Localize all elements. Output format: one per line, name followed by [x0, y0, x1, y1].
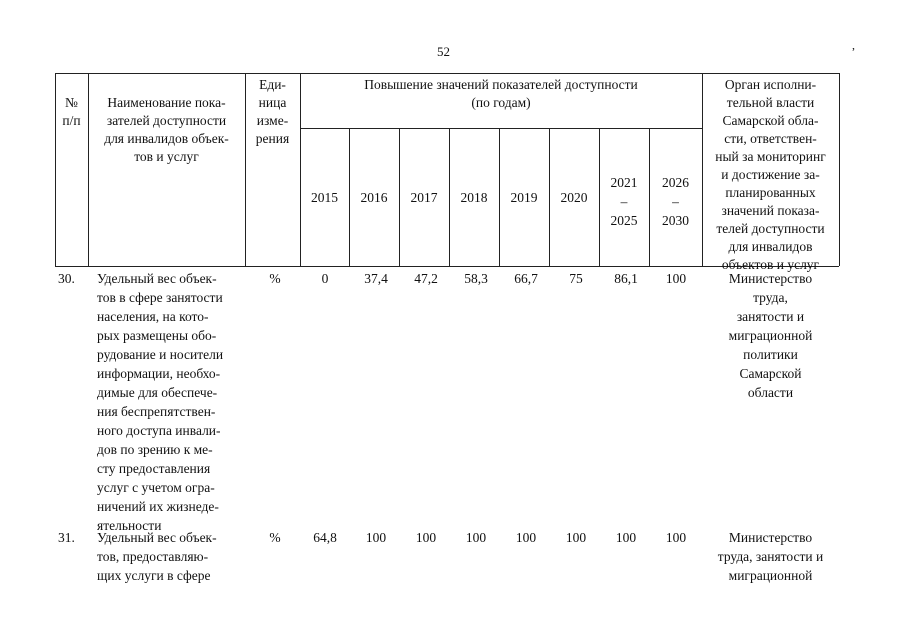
value-2021-2025: 86,1	[614, 271, 638, 286]
header-year-2026-2030: 2026 – 2030	[662, 175, 689, 228]
header-year-2021-2025: 2021 – 2025	[610, 175, 638, 228]
stray-mark: ,	[852, 38, 855, 52]
row-responsible-org: Министерство труда, занятости и миграционной	[717, 530, 824, 583]
value-2019: 100	[515, 530, 537, 545]
value-2026-2030: 100	[665, 271, 687, 286]
row-responsible-org: Министерство труда, занятости и миграционной политики Самарской области	[728, 271, 813, 400]
row-unit: %	[269, 530, 281, 545]
value-2016: 37,4	[364, 271, 388, 286]
header-num: № п/п	[62, 95, 81, 128]
header-org: Орган исполни- тельной власти Самарской обла- сти, ответствен- ный за мониторинг и достижение за- планированных значений показа- телей доступности для инвалидов объектов и услуг	[715, 77, 826, 272]
value-2015: 0	[321, 271, 329, 286]
header-year-2018: 2018	[460, 190, 488, 205]
header-year-2019: 2019	[510, 190, 538, 205]
header-year-2016: 2016	[360, 190, 388, 205]
value-2019: 66,7	[514, 271, 538, 286]
value-2017: 100	[415, 530, 437, 545]
row-indicator-name: Удельный вес объек- тов в сфере занятости населения, на кото- рых размещены обо- рудование и носители информации, необхо- димые для обеспече- ния беспрепятствен- ного доступа инвали- дов по зрению к ме- сту предоставления услуг с учетом огра- ничений их жизнеде- ятельности	[97, 271, 224, 533]
value-2020: 75	[569, 271, 583, 286]
row-indicator-name: Удельный вес объек- тов, предоставляю- щих услуги в сфере	[97, 530, 217, 583]
value-2015: 64,8	[313, 530, 337, 545]
value-2020: 100	[565, 530, 587, 545]
row-number: 30.	[58, 271, 75, 286]
header-year-2020: 2020	[560, 190, 588, 205]
page-number: 52	[437, 44, 450, 59]
value-2016: 100	[365, 530, 387, 545]
value-2021-2025: 100	[615, 530, 637, 545]
header-year-2015: 2015	[311, 190, 338, 205]
value-2018: 100	[465, 530, 487, 545]
header-name: Наименование пока- зателей доступности для инвалидов объек- тов и услуг	[104, 95, 229, 164]
row-unit: %	[269, 271, 281, 286]
row-number: 31.	[58, 530, 75, 545]
header-unit: Еди- ница изме- рения	[255, 77, 290, 146]
value-2026-2030: 100	[665, 530, 687, 545]
header-year-2017: 2017	[410, 190, 438, 205]
value-2017: 47,2	[414, 271, 438, 286]
header-years-group: Повышение значений показателей доступности (по годам)	[364, 77, 638, 110]
value-2018: 58,3	[464, 271, 488, 286]
